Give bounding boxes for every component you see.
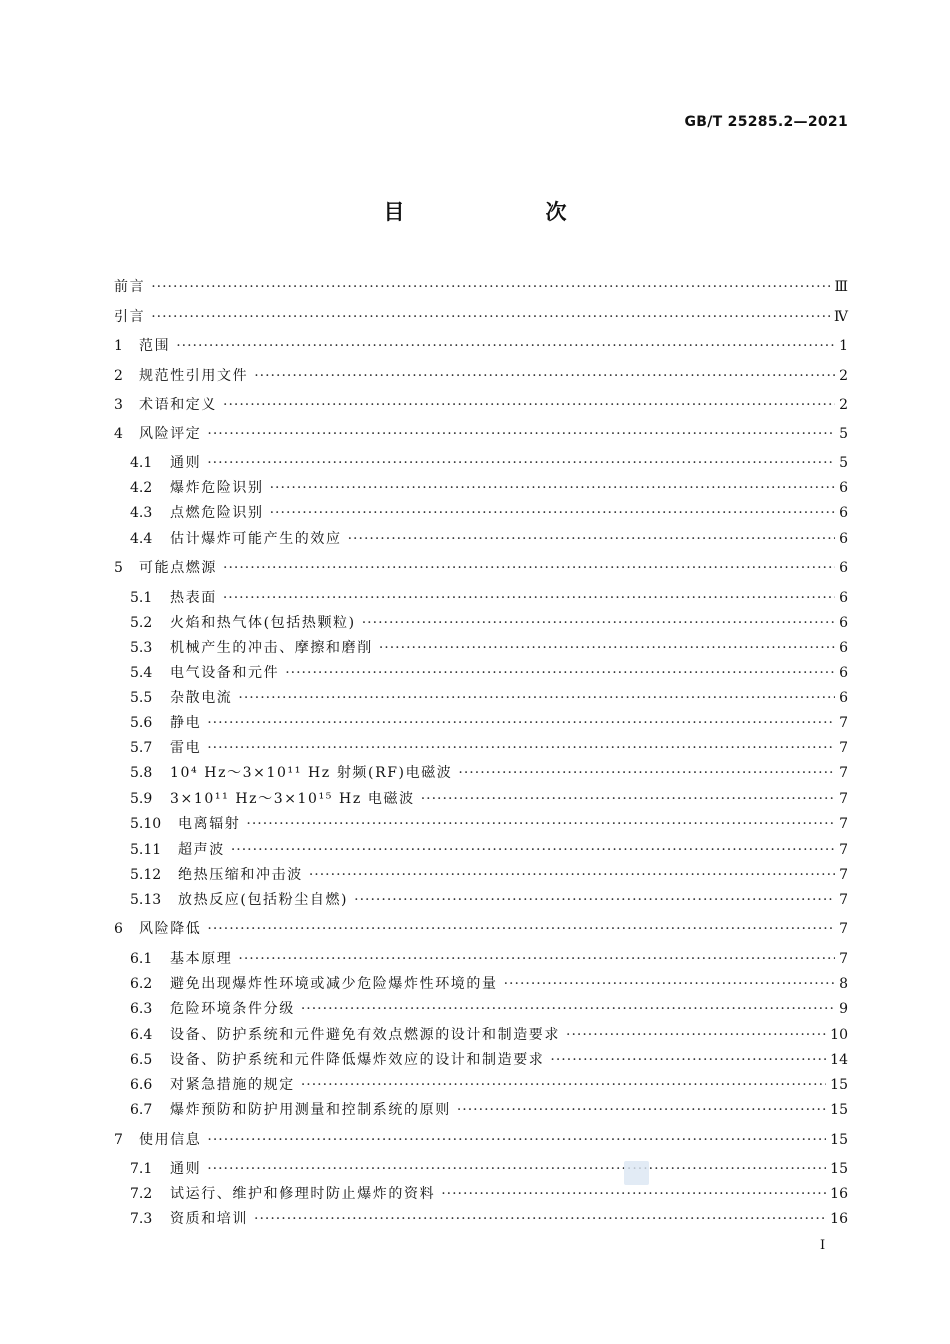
dot-leader: [421, 788, 835, 810]
toc-entry-number: 5.13: [130, 892, 162, 908]
toc-entry[interactable]: [130, 889, 848, 911]
toc-entry[interactable]: [114, 557, 848, 579]
toc-entry-number: 6.7: [130, 1102, 153, 1118]
toc-entry-number: 5.3: [130, 640, 153, 656]
dot-leader: [207, 1158, 826, 1180]
toc-entry[interactable]: [130, 973, 848, 995]
toc-entry-number: 7.2: [130, 1186, 153, 1202]
toc-entry-label: 避免出现爆炸性环境或减少危险爆炸性环境的量: [170, 976, 498, 992]
toc-entry-number: 5.8: [130, 765, 153, 781]
toc-entry[interactable]: [130, 762, 848, 784]
toc-entry-number: 4.4: [130, 531, 153, 547]
toc-entry-page: Ⅲ: [834, 279, 848, 295]
toc-entry-number: 5.12: [130, 867, 162, 883]
toc-entry-page: 9: [839, 1001, 848, 1017]
toc-entry-number: 7: [114, 1132, 123, 1148]
toc-entry-label: 电气设备和元件: [170, 665, 280, 681]
dot-leader: [301, 1074, 826, 1096]
dot-leader: [504, 973, 835, 995]
dot-leader: [458, 762, 835, 784]
toc-entry[interactable]: [130, 528, 848, 550]
toc-entry-label: 风险评定: [139, 426, 202, 442]
toc-entry-number: 7.1: [130, 1161, 153, 1177]
dot-leader: [348, 528, 835, 550]
toc-entry-number: 5: [114, 560, 123, 576]
toc-entry-label: 10⁴ Hz～3×10¹¹ Hz 射频(RF)电磁波: [170, 765, 453, 781]
toc-entry-number: 5.4: [130, 665, 153, 681]
toc-entry-number: 3: [114, 397, 123, 413]
toc-entry-label: 引言: [114, 309, 146, 325]
dot-leader: [176, 335, 835, 357]
dot-leader: [270, 477, 835, 499]
toc-entry-number: 6.6: [130, 1077, 153, 1093]
toc-entry-page: 7: [839, 842, 848, 858]
toc-entry-page: 7: [839, 867, 848, 883]
toc-entry-number: 5.1: [130, 590, 153, 606]
dot-leader: [301, 998, 835, 1020]
toc-entry[interactable]: [130, 712, 848, 734]
toc-entry[interactable]: [130, 637, 848, 659]
toc-entry-page: 15: [830, 1077, 848, 1093]
toc-entry-page: 2: [839, 397, 848, 413]
toc-entry-page: 16: [830, 1211, 848, 1227]
toc-entry-label: 爆炸危险识别: [170, 480, 264, 496]
toc-entry-page: 6: [839, 665, 848, 681]
toc-entry-number: 1: [114, 338, 123, 354]
toc-entry[interactable]: [130, 788, 848, 810]
toc-entry[interactable]: [114, 918, 848, 940]
toc-entry-label: 估计爆炸可能产生的效应: [170, 531, 342, 547]
page-number: I: [820, 1238, 826, 1253]
toc-entry[interactable]: [130, 1024, 848, 1046]
toc-entry-number: 6.3: [130, 1001, 153, 1017]
dot-leader: [362, 612, 835, 634]
toc-entry-page: 5: [839, 426, 848, 442]
toc-entry-label: 术语和定义: [139, 397, 217, 413]
toc-entry[interactable]: [130, 612, 848, 634]
toc-entry-label: 点燃危险识别: [170, 505, 264, 521]
toc-entry-number: 6.1: [130, 951, 153, 967]
toc-entry[interactable]: [130, 1099, 848, 1121]
toc-entry-label: 设备、防护系统和元件降低爆炸效应的设计和制造要求: [170, 1052, 545, 1068]
dot-leader: [457, 1099, 826, 1121]
dot-leader: [441, 1183, 826, 1205]
toc-entry-label: 设备、防护系统和元件避免有效点燃源的设计和制造要求: [170, 1027, 560, 1043]
toc-entry-label: 通则: [170, 455, 202, 471]
toc-entry-page: 6: [839, 640, 848, 656]
toc-entry[interactable]: [130, 587, 848, 609]
dot-leader: [270, 502, 835, 524]
toc-entry-number: 6.2: [130, 976, 153, 992]
toc-entry-page: 6: [839, 560, 848, 576]
toc-entry[interactable]: [114, 423, 848, 445]
toc-entry-page: 1: [839, 338, 848, 354]
toc-entry-page: 6: [839, 615, 848, 631]
toc-entry-label: 试运行、维护和修理时防止爆炸的资料: [170, 1186, 436, 1202]
dot-leader: [246, 813, 835, 835]
toc-entry[interactable]: [114, 365, 848, 387]
dot-leader: [238, 687, 835, 709]
toc-entry-label: 基本原理: [170, 951, 233, 967]
toc-entry[interactable]: [114, 394, 848, 416]
toc-entry-number: 6: [114, 921, 123, 937]
toc-entry-page: 7: [839, 715, 848, 731]
toc-entry-page: 15: [830, 1102, 848, 1118]
toc-entry-page: 6: [839, 690, 848, 706]
toc-entry-page: 7: [839, 892, 848, 908]
toc-entry-page: 6: [839, 531, 848, 547]
toc-entry-label: 爆炸预防和防护用测量和控制系统的原则: [170, 1102, 451, 1118]
toc-entry-label: 可能点燃源: [139, 560, 217, 576]
dot-leader: [151, 276, 830, 298]
toc-entry-number: 5.6: [130, 715, 153, 731]
toc-entry-number: 5.5: [130, 690, 153, 706]
toc-entry-label: 对紧急措施的规定: [170, 1077, 295, 1093]
toc-entry-page: 15: [830, 1132, 848, 1148]
standard-code: GB/T 25285.2—2021: [684, 114, 848, 130]
dot-leader: [566, 1024, 826, 1046]
toc-entry-label: 杂散电流: [170, 690, 233, 706]
toc-entry[interactable]: [114, 1129, 848, 1151]
toc-entry-label: 规范性引用文件: [139, 368, 249, 384]
watermark-stamp: [624, 1161, 649, 1185]
toc-entry-label: 范围: [139, 338, 171, 354]
dot-leader: [231, 839, 835, 861]
toc-entry-number: 4.1: [130, 455, 153, 471]
toc-entry-number: 6.4: [130, 1027, 153, 1043]
toc-entry[interactable]: [130, 839, 848, 861]
toc-entry-label: 3×10¹¹ Hz～3×10¹⁵ Hz 电磁波: [170, 791, 415, 807]
toc-entry-page: 6: [839, 590, 848, 606]
dot-leader: [550, 1049, 826, 1071]
toc-entry-number: 4: [114, 426, 123, 442]
toc-entry-label: 超声波: [178, 842, 225, 858]
toc-entry-number: 6.5: [130, 1052, 153, 1068]
toc-entry[interactable]: [130, 477, 848, 499]
toc-entry[interactable]: [130, 662, 848, 684]
toc-entry-page: 15: [830, 1161, 848, 1177]
toc-entry-label: 前言: [114, 279, 146, 295]
toc-entry-label: 通则: [170, 1161, 202, 1177]
toc-entry[interactable]: [130, 687, 848, 709]
toc-entry-label: 危险环境条件分级: [170, 1001, 295, 1017]
toc-entry-page: 8: [839, 976, 848, 992]
toc-entry-label: 资质和培训: [170, 1211, 248, 1227]
toc-entry-number: 5.10: [130, 816, 162, 832]
toc-entry-label: 机械产生的冲击、摩擦和磨削: [170, 640, 373, 656]
toc-entry[interactable]: [114, 335, 848, 357]
toc-entry[interactable]: [114, 306, 848, 328]
toc-entry-label: 使用信息: [139, 1132, 202, 1148]
toc-entry[interactable]: [130, 1049, 848, 1071]
dot-leader: [207, 918, 835, 940]
toc-entry-page: 7: [839, 765, 848, 781]
toc-entry[interactable]: [130, 1158, 848, 1180]
toc-entry-page: 10: [830, 1027, 848, 1043]
toc-entry-label: 热表面: [170, 590, 217, 606]
dot-leader: [254, 1208, 826, 1230]
toc-entry[interactable]: [130, 452, 848, 474]
toc-entry-page: 7: [839, 740, 848, 756]
toc-entry[interactable]: [130, 998, 848, 1020]
toc-entry[interactable]: [130, 948, 848, 970]
toc-entry[interactable]: [130, 737, 848, 759]
dot-leader: [207, 452, 835, 474]
toc-entry[interactable]: [114, 276, 848, 298]
toc-entry-page: 6: [839, 480, 848, 496]
toc-entry-page: 5: [839, 455, 848, 471]
toc-entry-label: 放热反应(包括粉尘自燃): [178, 892, 349, 908]
dot-leader: [223, 557, 835, 579]
toc-entry[interactable]: [130, 813, 848, 835]
dot-leader: [238, 948, 835, 970]
toc-entry-page: Ⅳ: [834, 309, 848, 325]
page-title: 目 次: [383, 200, 627, 224]
toc-entry-label: 电离辐射: [178, 816, 241, 832]
toc-entry-label: 风险降低: [139, 921, 202, 937]
toc-entry-number: 4.3: [130, 505, 153, 521]
toc-entry-page: 7: [839, 791, 848, 807]
dot-leader: [285, 662, 835, 684]
dot-leader: [207, 1129, 826, 1151]
toc-entry-number: 7.3: [130, 1211, 153, 1227]
toc-entry-page: 7: [839, 921, 848, 937]
toc-entry-label: 静电: [170, 715, 202, 731]
dot-leader: [207, 712, 835, 734]
toc-entry[interactable]: [130, 864, 848, 886]
toc-entry-page: 2: [839, 368, 848, 384]
dot-leader: [309, 864, 835, 886]
toc-entry[interactable]: [130, 1183, 848, 1205]
toc-entry[interactable]: [130, 1074, 848, 1096]
toc-entry-page: 7: [839, 951, 848, 967]
toc-entry-number: 4.2: [130, 480, 153, 496]
toc-entry-page: 16: [830, 1186, 848, 1202]
dot-leader: [354, 889, 835, 911]
dot-leader: [379, 637, 835, 659]
dot-leader: [223, 587, 835, 609]
toc-entry-label: 火焰和热气体(包括热颗粒): [170, 615, 356, 631]
toc-entry-number: 5.2: [130, 615, 153, 631]
toc-entry-label: 雷电: [170, 740, 202, 756]
toc-entry-page: 6: [839, 505, 848, 521]
dot-leader: [254, 365, 835, 387]
toc-entry-number: 5.7: [130, 740, 153, 756]
dot-leader: [151, 306, 830, 328]
toc-entry-page: 14: [830, 1052, 848, 1068]
dot-leader: [207, 737, 835, 759]
toc-entry[interactable]: [130, 502, 848, 524]
toc-entry-label: 绝热压缩和冲击波: [178, 867, 303, 883]
dot-leader: [223, 394, 835, 416]
toc-entry-number: 2: [114, 368, 123, 384]
toc-entry-number: 5.11: [130, 842, 162, 858]
dot-leader: [207, 423, 835, 445]
toc-entry-page: 7: [839, 816, 848, 832]
toc-entry-number: 5.9: [130, 791, 153, 807]
toc-entry[interactable]: [130, 1208, 848, 1230]
